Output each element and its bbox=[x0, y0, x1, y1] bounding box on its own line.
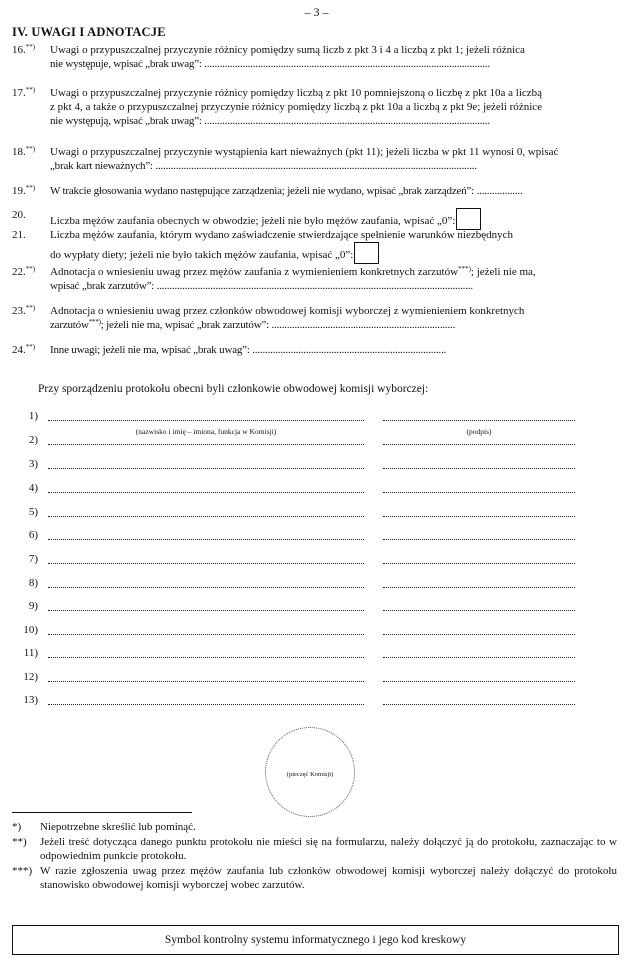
footnote-3 bbox=[12, 864, 617, 892]
member-name-field[interactable] bbox=[48, 704, 364, 705]
item-20 bbox=[12, 208, 612, 230]
member-name-field[interactable] bbox=[48, 587, 364, 588]
item-21 bbox=[12, 228, 612, 264]
member-row bbox=[0, 599, 633, 615]
item-answer-line[interactable]: „brak kart nieważnych”: .............................................................................................................................. bbox=[50, 160, 477, 172]
member-number: 5) bbox=[28, 506, 38, 518]
member-name-field[interactable] bbox=[48, 539, 364, 540]
member-number: 8) bbox=[28, 577, 38, 589]
item-number: 16. bbox=[12, 44, 26, 56]
item-16 bbox=[12, 43, 612, 71]
member-row bbox=[0, 576, 633, 592]
member-row bbox=[0, 693, 633, 709]
item-text-line: Adnotacja o wniesieniu uwag przez członków obwodowej komisji wyborczej z wymienieniem konkretnych bbox=[50, 305, 525, 317]
member-number: 13) bbox=[23, 694, 38, 706]
members-intro: Przy sporządzeniu protokołu obecni byli członkowie obwodowej komisji wyborczej: bbox=[38, 383, 429, 395]
item-22 bbox=[12, 265, 612, 293]
item-19 bbox=[12, 184, 612, 198]
footnote-ref: **) bbox=[25, 343, 36, 351]
item-answer-line[interactable]: zarzutów***); jeżeli nie ma, wpisać „brak zarzutów”: ........................................................................ bbox=[50, 318, 456, 331]
item-number: 18. bbox=[12, 146, 26, 158]
member-number: 6) bbox=[28, 529, 38, 541]
member-number: 9) bbox=[28, 600, 38, 612]
item-24 bbox=[12, 343, 612, 357]
footnote-mark: **) bbox=[12, 836, 27, 848]
member-row bbox=[0, 457, 633, 473]
member-signature-field[interactable] bbox=[383, 420, 575, 421]
member-name-field[interactable] bbox=[48, 657, 364, 658]
commission-stamp-area bbox=[265, 727, 355, 817]
count-input-box[interactable] bbox=[354, 242, 379, 264]
item-number: 23. bbox=[12, 305, 26, 317]
member-number: 12) bbox=[23, 671, 38, 683]
item-number: 21. bbox=[12, 229, 26, 241]
item-answer-line[interactable]: W trakcie głosowania wydano następujące zarządzenia; jeżeli nie wydano, wpisać „brak zarządzeń”: .................. bbox=[50, 185, 523, 197]
item-23 bbox=[12, 304, 612, 332]
item-text-line: Liczba mężów zaufania, którym wydano zaświadczenie stwierdzające spełnienie warunków niezbędnych bbox=[50, 229, 514, 241]
item-18 bbox=[12, 145, 612, 173]
item-text-line: Uwagi o przypuszczalnej przyczynie różnicy pomiędzy liczbą z pkt 10 pomniejszoną o liczbę z pkt 10a a liczbą bbox=[50, 87, 543, 99]
item-answer-line[interactable]: nie występuje, wpisać „brak uwag”: ................................................................................................................ bbox=[50, 58, 490, 70]
footnote-text: Jeżeli treść dotycząca danego punktu protokołu nie mieści się na formularzu, należy dołączyć ją do protokołu, zaznaczając to w odpowiednim punkcie protokołu. bbox=[40, 836, 617, 862]
member-name-field[interactable] bbox=[48, 420, 364, 421]
member-signature-field[interactable] bbox=[383, 610, 575, 611]
member-row bbox=[0, 528, 633, 544]
footnote-text: W razie zgłoszenia uwag przez mężów zaufania lub członków obwodowej komisji wyborczej należy dołączyć do protokołu stanowisko obwodowej komisji wyborczej wobec zarzutów. bbox=[40, 865, 617, 891]
member-signature-field[interactable] bbox=[383, 681, 575, 682]
footnote-text: Niepotrzebne skreślić lub pominąć. bbox=[40, 821, 196, 833]
member-row bbox=[0, 646, 633, 662]
item-number: 19. bbox=[12, 185, 26, 197]
footnote-divider bbox=[12, 812, 192, 813]
member-signature-field[interactable] bbox=[383, 704, 575, 705]
member-row bbox=[0, 409, 633, 425]
item-answer-line[interactable]: wpisać „brak zarzutów”: ............................................................................................................................ bbox=[50, 280, 473, 292]
section-title: IV. UWAGI I ADNOTACJE bbox=[12, 25, 166, 39]
member-signature-field[interactable] bbox=[383, 587, 575, 588]
page-number: – 3 – bbox=[304, 5, 329, 19]
member-name-field[interactable] bbox=[48, 468, 364, 469]
member-row bbox=[0, 623, 633, 639]
member-name-field[interactable] bbox=[48, 610, 364, 611]
member-number: 11) bbox=[23, 647, 38, 659]
footnote-ref: **) bbox=[25, 86, 36, 94]
name-caption: (nazwisko i imię – imiona, funkcja w Komisji) bbox=[135, 427, 277, 436]
member-row bbox=[0, 670, 633, 686]
item-text-line: Uwagi o przypuszczalnej przyczynie różnicy pomiędzy sumą liczb z pkt 3 i 4 a liczbą z pkt 1; jeżeli różnica bbox=[50, 44, 525, 56]
item-text-line: do wypłaty diety; jeżeli nie było takich mężów zaufania, wpisać „0”: bbox=[50, 249, 354, 261]
member-signature-field[interactable] bbox=[383, 444, 575, 445]
footnote-2 bbox=[12, 835, 617, 863]
member-row bbox=[0, 552, 633, 568]
item-number: 17. bbox=[12, 87, 26, 99]
item-text-line: Uwagi o przypuszczalnej przyczynie wystąpienia kart nieważnych (pkt 11); jeżeli liczba w pkt 11 wynosi 0, wpisać bbox=[50, 146, 559, 158]
footnote-ref: **) bbox=[25, 145, 36, 153]
member-name-field[interactable] bbox=[48, 681, 364, 682]
item-text-line: z pkt 4, a także o przypuszczalnej przyczynie różnicy pomiędzy liczbą z pkt 10a a liczbą z pkt 9e; jeżeli różnice bbox=[50, 101, 543, 113]
member-signature-field[interactable] bbox=[383, 563, 575, 564]
signature-caption: (podpis) bbox=[466, 427, 492, 436]
member-number: 1) bbox=[28, 410, 38, 422]
member-row bbox=[0, 505, 633, 521]
footnote-mark: *) bbox=[12, 821, 22, 833]
control-symbol-box: Symbol kontrolny systemu informatycznego i jego kod kreskowy bbox=[12, 925, 619, 955]
item-answer-line[interactable]: Inne uwagi; jeżeli nie ma, wpisać „brak uwag”: ............................................................................ bbox=[50, 344, 447, 356]
member-name-field[interactable] bbox=[48, 563, 364, 564]
item-number: 20. bbox=[12, 209, 26, 221]
member-number: 7) bbox=[28, 553, 38, 565]
member-signature-field[interactable] bbox=[383, 539, 575, 540]
member-name-field[interactable] bbox=[48, 634, 364, 635]
footnote-ref: **) bbox=[25, 43, 36, 51]
member-signature-field[interactable] bbox=[383, 634, 575, 635]
item-17 bbox=[12, 86, 612, 128]
stamp-label: (pieczęć Komisji) bbox=[286, 771, 334, 778]
member-signature-field[interactable] bbox=[383, 516, 575, 517]
item-text-line: Adnotacja o wniesieniu uwag przez mężów zaufania z wymienieniem konkretnych zarzutów***); jeżeli nie ma, bbox=[50, 265, 536, 278]
member-number: 2) bbox=[28, 434, 38, 446]
item-number: 24. bbox=[12, 344, 26, 356]
member-number: 3) bbox=[28, 458, 38, 470]
item-number: 22. bbox=[12, 266, 26, 278]
footnote-ref: **) bbox=[25, 184, 36, 192]
item-answer-line[interactable]: nie występują, wpisać „brak uwag”: ................................................................................................................ bbox=[50, 115, 490, 127]
member-number: 4) bbox=[28, 482, 38, 494]
footnote-ref: **) bbox=[25, 304, 36, 312]
member-number: 10) bbox=[23, 624, 38, 636]
footnote-mark: ***) bbox=[12, 865, 33, 877]
member-signature-field[interactable] bbox=[383, 468, 575, 469]
member-name-field[interactable] bbox=[48, 492, 364, 493]
member-row bbox=[0, 481, 633, 497]
member-signature-field[interactable] bbox=[383, 492, 575, 493]
member-name-field[interactable] bbox=[48, 516, 364, 517]
count-input-box[interactable] bbox=[456, 208, 481, 230]
member-signature-field[interactable] bbox=[383, 657, 575, 658]
footnote-1 bbox=[12, 820, 617, 834]
member-name-field[interactable] bbox=[48, 444, 364, 445]
item-text-line: Liczba mężów zaufania obecnych w obwodzie; jeżeli nie było mężów zaufania, wpisać „0”: bbox=[50, 215, 456, 227]
footnote-ref: **) bbox=[25, 265, 36, 273]
